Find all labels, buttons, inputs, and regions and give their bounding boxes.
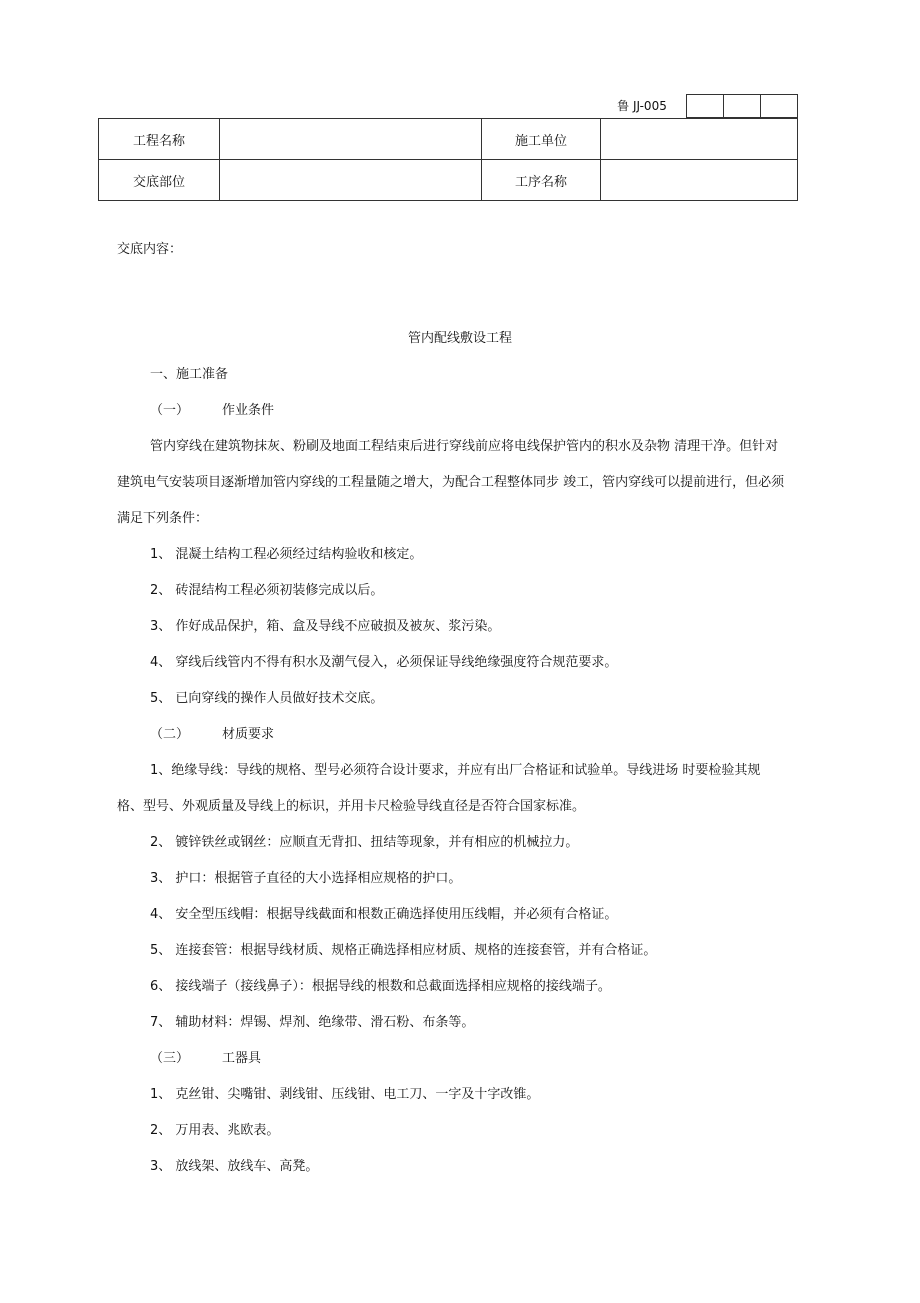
list-item: 3、 作好成品保护，箱、盒及导线不应破损及被灰、浆污染。	[150, 619, 501, 634]
construction-unit-label: 施工单位	[482, 119, 601, 160]
section-heading: 一、施工准备	[150, 367, 229, 382]
list-item: 3、 放线架、放线车、高凳。	[150, 1159, 319, 1174]
list-item: 2、 砖混结构工程必须初装修完成以后。	[150, 583, 384, 598]
list-item: 5、 连接套管：根据导线材质、规格正确选择相应材质、规格的连接套管，并有合格证。	[150, 943, 657, 958]
subsection-number: （一）	[150, 403, 190, 418]
list-item: 1、 克丝钳、尖嘴钳、剥线钳、压线钳、电工刀、一字及十字改锥。	[150, 1087, 540, 1102]
subsection-number: （二）	[150, 727, 190, 742]
list-item: 6、 接线端子（接线鼻子）：根据导线的根数和总截面选择相应规格的接线端子。	[150, 979, 611, 994]
list-item: 4、 穿线后线管内不得有积水及潮气侵入，必须保证导线绝缘强度符合规范要求。	[150, 655, 618, 670]
list-item: 3、 护口：根据管子直径的大小选择相应规格的护口。	[150, 871, 462, 886]
paragraph-line: 1、绝缘导线：导线的规格、型号必须符合设计要求，并应有出厂合格证和试验单。导线进场 时要检验其规	[150, 763, 761, 778]
project-name-field[interactable]	[220, 119, 482, 160]
document-title: 管内配线敷设工程	[407, 331, 512, 346]
subsection-heading	[150, 726, 274, 744]
code-box[interactable]	[687, 95, 723, 117]
subsection-number: （三）	[150, 1051, 190, 1066]
code-box[interactable]	[723, 95, 760, 117]
code-box[interactable]	[760, 95, 797, 117]
construction-unit-field[interactable]	[601, 119, 798, 160]
process-name-label: 工序名称	[482, 160, 601, 201]
list-item: 2、 万用表、兆欧表。	[150, 1123, 280, 1138]
list-item: 7、 辅助材料：焊锡、焊剂、绝缘带、滑石粉、布条等。	[150, 1015, 475, 1030]
paragraph-line: 管内穿线在建筑物抹灰、粉刷及地面工程结束后进行穿线前应将电线保护管内的积水及杂物 清理干净。但针对	[150, 439, 779, 454]
list-item: 2、 镀锌铁丝或钢丝：应顺直无背扣、扭结等现象，并有相应的机械拉力。	[150, 835, 579, 850]
paragraph-line: 满足下列条件：	[117, 511, 209, 526]
subsection-title: 作业条件	[222, 403, 275, 418]
list-item: 5、 已向穿线的操作人员做好技术交底。	[150, 691, 384, 706]
briefing-part-label: 交底部位	[99, 160, 220, 201]
code-boxes	[686, 94, 798, 118]
subsection-title: 工器具	[222, 1051, 262, 1066]
project-name-label: 工程名称	[99, 119, 220, 160]
info-table	[98, 118, 798, 201]
subsection-heading	[150, 1050, 261, 1068]
paragraph-line: 格、型号、外观质量及导线上的标识，并用卡尺检验导线直径是否符合国家标准。	[117, 799, 586, 814]
subsection-heading	[150, 402, 274, 420]
briefing-part-field[interactable]	[220, 160, 482, 201]
process-name-field[interactable]	[601, 160, 798, 201]
subsection-title: 材质要求	[222, 727, 275, 742]
list-item: 1、 混凝土结构工程必须经过结构验收和核定。	[150, 547, 423, 562]
content-label: 交底内容：	[117, 242, 183, 257]
paragraph-line: 建筑电气安装项目逐渐增加管内穿线的工程量随之增大，为配合工程整体同步 竣工，管内穿线可以提前进行，但必须	[117, 475, 785, 490]
list-item: 4、 安全型压线帽：根据导线截面和根数正确选择使用压线帽，并必须有合格证。	[150, 907, 618, 922]
document-code: 鲁 JJ-005	[617, 99, 667, 113]
